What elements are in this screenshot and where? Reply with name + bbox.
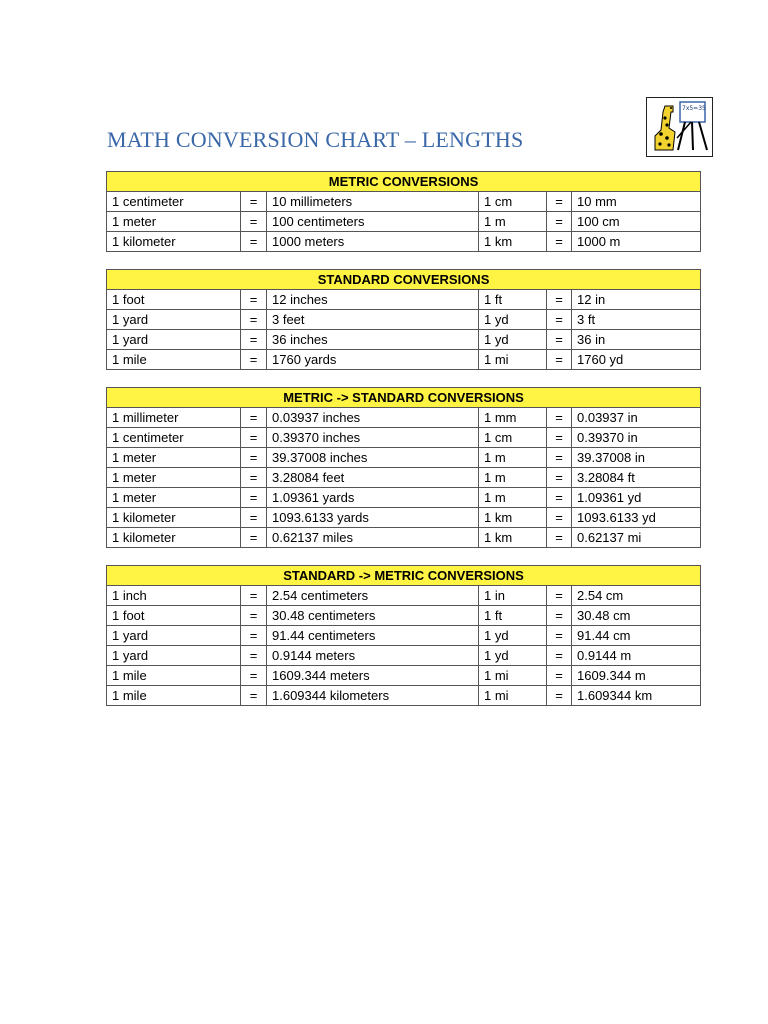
from-abbrev-cell: 1 cm [479,428,547,448]
section-heading: METRIC CONVERSIONS [107,172,701,192]
equals-cell: = [241,488,267,508]
from-unit-cell: 1 yard [107,310,241,330]
equals-cell: = [241,290,267,310]
equals-cell: = [547,586,572,606]
equals-cell: = [241,586,267,606]
table-row [107,666,701,686]
equals-cell: = [547,686,572,706]
standard-conversions-table [106,269,701,370]
equals-cell: = [547,468,572,488]
to-value-cell: 91.44 centimeters [267,626,479,646]
equals-cell: = [241,192,267,212]
from-unit-cell: 1 centimeter [107,192,241,212]
from-abbrev-cell: 1 mi [479,686,547,706]
from-abbrev-cell: 1 cm [479,192,547,212]
to-value-cell: 39.37008 inches [267,448,479,468]
from-abbrev-cell: 1 yd [479,626,547,646]
equals-cell: = [241,350,267,370]
to-abbrev-cell: 10 mm [572,192,701,212]
to-abbrev-cell: 2.54 cm [572,586,701,606]
equals-cell: = [547,646,572,666]
to-abbrev-cell: 1609.344 m [572,666,701,686]
from-unit-cell: 1 mile [107,686,241,706]
equals-cell: = [241,428,267,448]
section-heading: STANDARD CONVERSIONS [107,270,701,290]
equals-cell: = [241,666,267,686]
to-abbrev-cell: 36 in [572,330,701,350]
equals-cell: = [547,330,572,350]
from-unit-cell: 1 mile [107,666,241,686]
table-row [107,448,701,468]
to-value-cell: 12 inches [267,290,479,310]
to-value-cell: 1000 meters [267,232,479,252]
table-body [107,408,701,548]
equals-cell: = [241,448,267,468]
table-row [107,310,701,330]
to-value-cell: 1.09361 yards [267,488,479,508]
to-value-cell: 2.54 centimeters [267,586,479,606]
from-unit-cell: 1 meter [107,488,241,508]
equals-cell: = [241,528,267,548]
from-unit-cell: 1 millimeter [107,408,241,428]
equals-cell: = [241,232,267,252]
to-value-cell: 3.28084 feet [267,468,479,488]
from-unit-cell: 1 inch [107,586,241,606]
to-abbrev-cell: 100 cm [572,212,701,232]
table-row [107,192,701,212]
from-unit-cell: 1 yard [107,646,241,666]
table-body [107,586,701,706]
math-teacher-logo-icon [646,97,713,157]
equals-cell: = [547,290,572,310]
equals-cell: = [241,468,267,488]
equals-cell: = [547,666,572,686]
metric-conversions-table [106,171,701,252]
to-value-cell: 1093.6133 yards [267,508,479,528]
table-row [107,528,701,548]
to-value-cell: 10 millimeters [267,192,479,212]
to-abbrev-cell: 0.62137 mi [572,528,701,548]
to-abbrev-cell: 0.03937 in [572,408,701,428]
from-abbrev-cell: 1 ft [479,606,547,626]
equals-cell: = [547,488,572,508]
table-row [107,232,701,252]
to-value-cell: 1.609344 kilometers [267,686,479,706]
from-unit-cell: 1 kilometer [107,232,241,252]
table-row [107,606,701,626]
from-abbrev-cell: 1 mi [479,350,547,370]
to-abbrev-cell: 3.28084 ft [572,468,701,488]
section-heading: STANDARD -> METRIC CONVERSIONS [107,566,701,586]
table-row [107,330,701,350]
from-unit-cell: 1 mile [107,350,241,370]
equals-cell: = [547,448,572,468]
equals-cell: = [547,428,572,448]
to-abbrev-cell: 1.09361 yd [572,488,701,508]
to-abbrev-cell: 0.39370 in [572,428,701,448]
equals-cell: = [241,212,267,232]
equals-cell: = [241,626,267,646]
equals-cell: = [547,310,572,330]
table-row [107,212,701,232]
equals-cell: = [547,626,572,646]
table-row [107,350,701,370]
from-unit-cell: 1 meter [107,212,241,232]
table-row [107,468,701,488]
table-row [107,508,701,528]
from-unit-cell: 1 meter [107,468,241,488]
table-body [107,192,701,252]
standard-to-metric-table [106,565,701,706]
to-value-cell: 36 inches [267,330,479,350]
equals-cell: = [547,408,572,428]
table-row [107,290,701,310]
from-unit-cell: 1 foot [107,606,241,626]
table-row [107,428,701,448]
equals-cell: = [547,528,572,548]
table-row [107,408,701,428]
from-abbrev-cell: 1 mm [479,408,547,428]
table-row [107,586,701,606]
table-row [107,626,701,646]
to-abbrev-cell: 39.37008 in [572,448,701,468]
from-unit-cell: 1 kilometer [107,528,241,548]
equals-cell: = [241,646,267,666]
from-unit-cell: 1 yard [107,626,241,646]
from-abbrev-cell: 1 yd [479,310,547,330]
equals-cell: = [547,508,572,528]
from-abbrev-cell: 1 km [479,508,547,528]
from-abbrev-cell: 1 m [479,212,547,232]
equals-cell: = [547,350,572,370]
to-abbrev-cell: 30.48 cm [572,606,701,626]
from-unit-cell: 1 kilometer [107,508,241,528]
to-value-cell: 0.9144 meters [267,646,479,666]
equals-cell: = [547,606,572,626]
table-row [107,646,701,666]
equals-cell: = [241,508,267,528]
to-value-cell: 30.48 centimeters [267,606,479,626]
from-abbrev-cell: 1 mi [479,666,547,686]
equals-cell: = [547,232,572,252]
giraffe-chalkboard-icon [647,98,712,156]
table-row [107,488,701,508]
to-abbrev-cell: 91.44 cm [572,626,701,646]
equals-cell: = [547,192,572,212]
from-unit-cell: 1 yard [107,330,241,350]
from-unit-cell: 1 meter [107,448,241,468]
to-value-cell: 3 feet [267,310,479,330]
equals-cell: = [241,408,267,428]
to-value-cell: 100 centimeters [267,212,479,232]
from-unit-cell: 1 centimeter [107,428,241,448]
from-abbrev-cell: 1 yd [479,646,547,666]
to-abbrev-cell: 3 ft [572,310,701,330]
logo-text: 7x5=35 [682,105,706,112]
table-row [107,686,701,706]
from-abbrev-cell: 1 m [479,468,547,488]
equals-cell: = [241,310,267,330]
to-abbrev-cell: 0.9144 m [572,646,701,666]
from-abbrev-cell: 1 km [479,528,547,548]
section-heading: METRIC -> STANDARD CONVERSIONS [107,388,701,408]
from-unit-cell: 1 foot [107,290,241,310]
to-abbrev-cell: 1000 m [572,232,701,252]
to-value-cell: 1609.344 meters [267,666,479,686]
to-abbrev-cell: 1760 yd [572,350,701,370]
metric-to-standard-table [106,387,701,548]
page-title: MATH CONVERSION CHART – LENGTHS [107,127,524,152]
equals-cell: = [241,606,267,626]
from-abbrev-cell: 1 in [479,586,547,606]
to-value-cell: 0.39370 inches [267,428,479,448]
equals-cell: = [547,212,572,232]
to-abbrev-cell: 12 in [572,290,701,310]
from-abbrev-cell: 1 km [479,232,547,252]
from-abbrev-cell: 1 ft [479,290,547,310]
to-value-cell: 0.62137 miles [267,528,479,548]
from-abbrev-cell: 1 m [479,448,547,468]
equals-cell: = [241,330,267,350]
from-abbrev-cell: 1 m [479,488,547,508]
to-abbrev-cell: 1093.6133 yd [572,508,701,528]
table-body [107,290,701,370]
to-abbrev-cell: 1.609344 km [572,686,701,706]
to-value-cell: 1760 yards [267,350,479,370]
from-abbrev-cell: 1 yd [479,330,547,350]
equals-cell: = [241,686,267,706]
to-value-cell: 0.03937 inches [267,408,479,428]
